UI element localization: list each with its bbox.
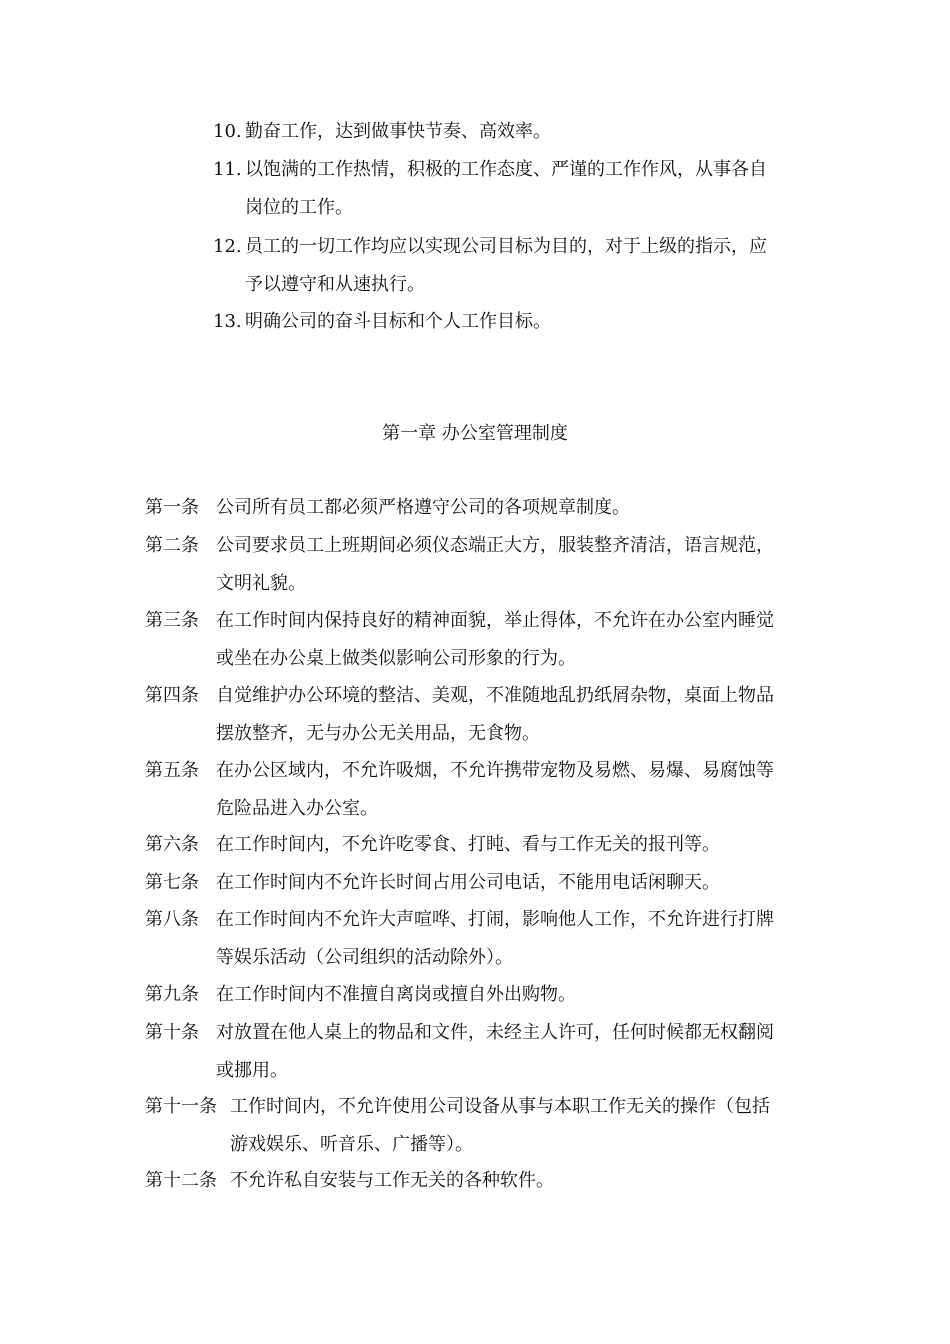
article-label: 第二条 [145,535,199,556]
item-text-continuation: 予以遵守和从速执行。 [245,274,425,295]
article-7 [145,864,815,902]
article-2 [145,527,815,603]
article-text-continuation: 摆放整齐，无与办公无关用品，无食物。 [216,723,540,744]
article-text-continuation: 等娱乐活动（公司组织的活动除外）。 [216,947,513,968]
article-label: 第四条 [145,685,199,706]
item-text: 明确公司的奋斗目标和个人工作目标。 [245,311,551,332]
article-3 [145,602,815,678]
article-text: 对放置在他人桌上的物品和文件，未经主人许可，任何时候都无权翻阅 [216,1022,774,1043]
list-item-10 [213,113,813,151]
article-12 [145,1162,815,1200]
article-5 [145,752,815,828]
list-item-12 [213,228,813,304]
article-label: 第六条 [145,834,199,855]
article-11 [145,1088,815,1164]
article-text: 在工作时间内不准擅自离岗或擅自外出购物。 [216,984,576,1005]
article-text-continuation: 危险品进入办公室。 [216,798,378,819]
article-10 [145,1014,815,1090]
article-text: 在工作时间内不允许长时间占用公司电话，不能用电话闲聊天。 [216,872,720,893]
article-text: 工作时间内，不允许使用公司设备从事与本职工作无关的操作（包括 [230,1096,770,1117]
item-number: 10. [213,121,242,142]
article-label: 第一条 [145,497,199,518]
article-label: 第十一条 [145,1096,217,1117]
article-text: 在工作时间内，不允许吃零食、打盹、看与工作无关的报刊等。 [216,834,720,855]
article-label: 第三条 [145,610,199,631]
item-text: 员工的一切工作均应以实现公司目标为目的，对于上级的指示，应 [245,236,767,257]
chapter-title: 第一章 办公室管理制度 [382,423,568,444]
article-text-continuation: 游戏娱乐、听音乐、广播等）。 [230,1134,473,1155]
article-text-continuation: 文明礼貌。 [216,573,306,594]
item-text-continuation: 岗位的工作。 [245,197,353,218]
article-label: 第九条 [145,984,199,1005]
article-text: 不允许私自安装与工作无关的各种软件。 [230,1170,554,1191]
article-6 [145,826,815,864]
article-text: 在办公区域内，不允许吸烟，不允许携带宠物及易燃、易爆、易腐蚀等 [216,760,774,781]
article-4 [145,677,815,753]
list-item-13 [213,303,813,341]
item-number: 12. [213,236,242,257]
item-text: 以饱满的工作热情，积极的工作态度、严谨的工作作风，从事各自 [245,159,767,180]
article-text: 在工作时间内不允许大声喧哗、打闹，影响他人工作，不允许进行打牌 [216,909,774,930]
item-text: 勤奋工作，达到做事快节奏、高效率。 [245,121,551,142]
article-text: 自觉维护办公环境的整洁、美观，不准随地乱扔纸屑杂物，桌面上物品 [216,685,774,706]
item-number: 13. [213,311,242,332]
item-number: 11. [213,159,242,180]
article-8 [145,901,815,977]
article-label: 第七条 [145,872,199,893]
article-label: 第十二条 [145,1170,217,1191]
list-item-11 [213,151,813,227]
article-text-continuation: 或挪用。 [216,1060,288,1081]
article-1 [145,489,815,527]
article-label: 第五条 [145,760,199,781]
article-text-continuation: 或坐在办公桌上做类似影响公司形象的行为。 [216,648,576,669]
article-text: 在工作时间内保持良好的精神面貌，举止得体，不允许在办公室内睡觉 [216,610,774,631]
article-text: 公司要求员工上班期间必须仪态端正大方，服装整齐清洁，语言规范， [216,535,774,556]
article-label: 第八条 [145,909,199,930]
article-text: 公司所有员工都必须严格遵守公司的各项规章制度。 [216,497,630,518]
article-9 [145,976,815,1014]
article-label: 第十条 [145,1022,199,1043]
